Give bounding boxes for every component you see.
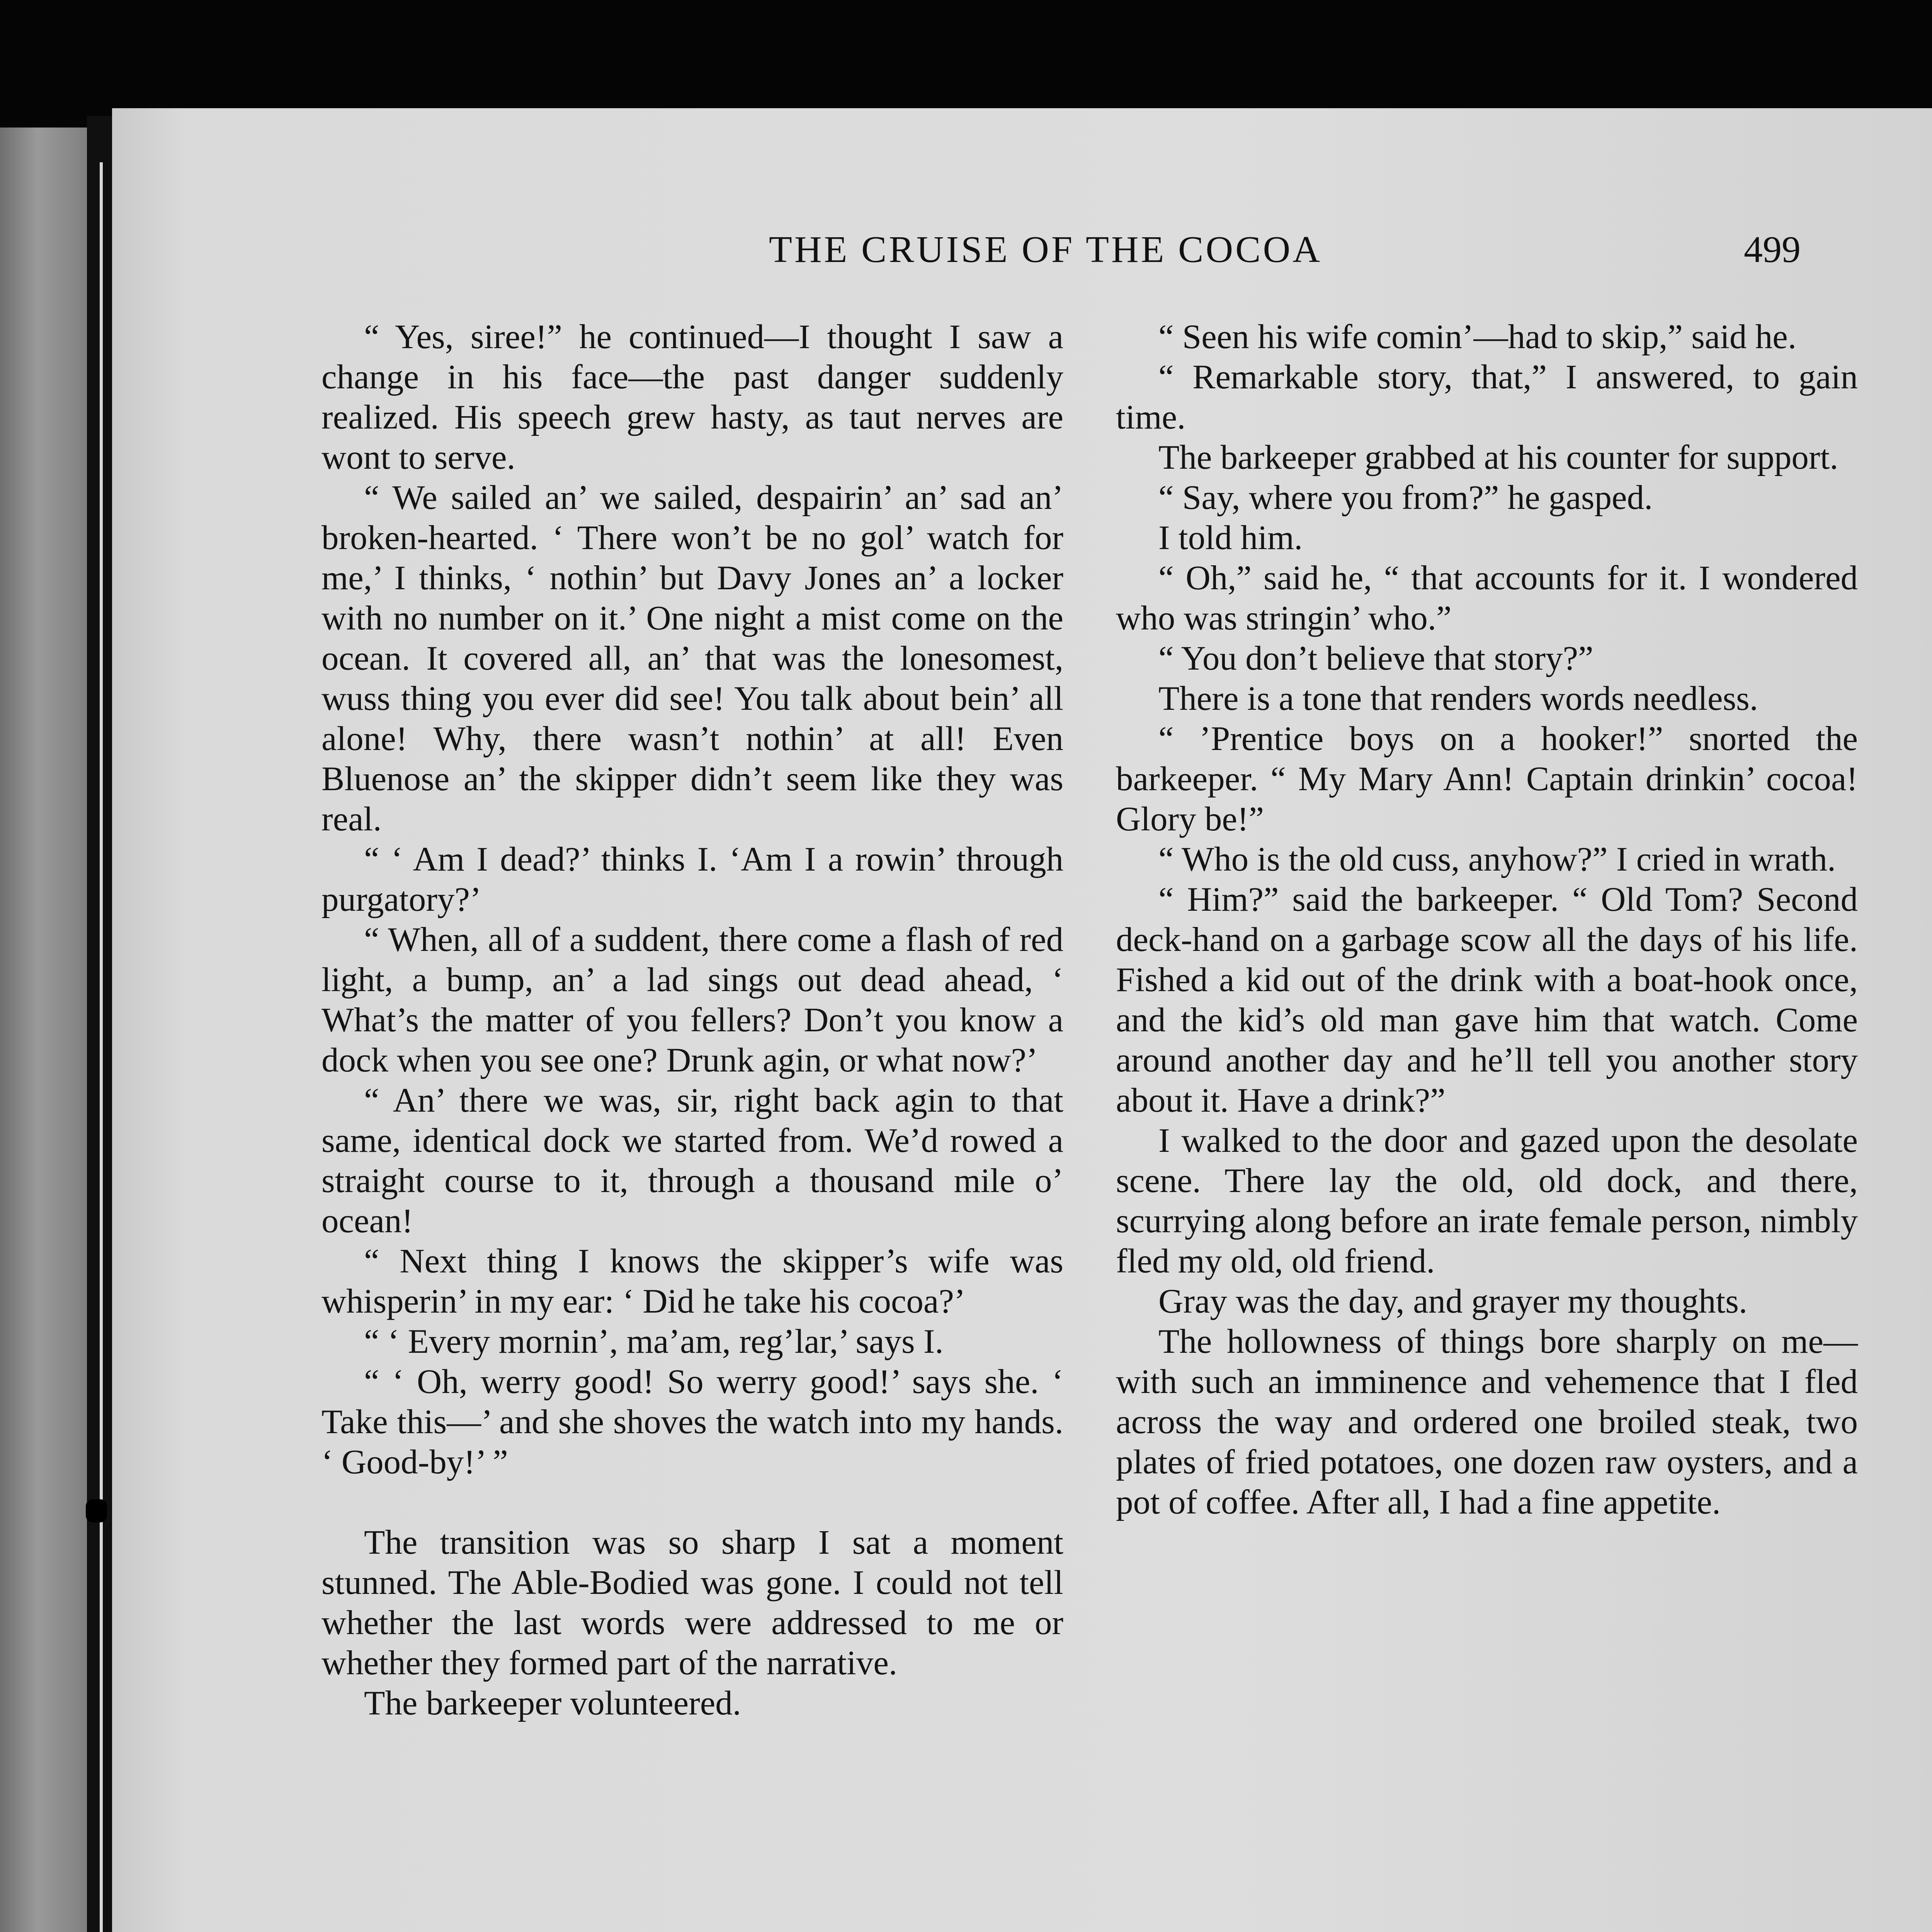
binding-thread bbox=[100, 162, 103, 1932]
paragraph: “ We sailed an’ we sailed, despairin’ an’ sad an’ broken-hearted. ‘ There won’t be no gol’ watch for me,’ I thinks, ‘ nothin’ but Davy Jones an’ a locker with no number on it.’ One night a mist come on the ocean. It covered all, an’ that was the lonesomest, wuss thing you ever did see! You talk about bein’ all alone! Why, there wasn’t nothin’ at all! Even Bluenose an’ the skipper didn’t seem like they was real. bbox=[321, 479, 1063, 838]
paragraph: The transition was so sharp I sat a moment stunned. The Able-Bodied was gone. I could not tell whether the last words were addressed to me or whether they formed part of the narrative. bbox=[321, 1524, 1063, 1682]
paragraph: “ Him?” said the barkeeper. “ Old Tom? Second deck-hand on a garbage scow all the days of his life. Fished a kid out of the drink with a boat-hook once, and the kid’s old man gave him that watch. Come around another day and he’ll tell you another story about it. Have a drink?” bbox=[1116, 881, 1858, 1119]
paragraph: “ Oh,” said he, “ that accounts for it. I wondered who was stringin’ who.” bbox=[1116, 559, 1858, 637]
paragraph: I told him. bbox=[1158, 519, 1303, 557]
paragraph: The hollowness of things bore sharply on me—with such an imminence and vehemence that I fled across the way and ordered one broiled steak, two plates of fried potatoes, one dozen raw oysters, and a pot of coffee. After all, I had a fine appetite. bbox=[1116, 1323, 1858, 1521]
paragraph: “ Say, where you from?” he gasped. bbox=[1158, 479, 1653, 517]
paragraph: “ Remarkable story, that,” I answered, to gain time. bbox=[1116, 358, 1858, 436]
facing-page-edge bbox=[0, 128, 95, 1932]
paragraph: “ Yes, siree!” he continued—I thought I saw a change in his face—the past danger suddenly realized. His speech grew hasty, as taut nerves are wont to serve. bbox=[321, 318, 1063, 476]
page-number: 499 bbox=[1744, 229, 1801, 270]
paragraph: “ ‘ Am I dead?’ thinks I. ‘Am I a rowin’ through purgatory?’ bbox=[321, 840, 1063, 918]
paragraph: There is a tone that renders words needless. bbox=[1158, 680, 1759, 718]
paragraph: “ Who is the old cuss, anyhow?” I cried in wrath. bbox=[1158, 840, 1836, 878]
right-column bbox=[1116, 317, 1858, 1522]
page-header bbox=[112, 228, 1932, 274]
book-page bbox=[112, 108, 1932, 1932]
paragraph: “ When, all of a suddent, there come a flash of red light, a bump, an’ a lad sings out dead ahead, ‘ What’s the matter of you fellers? Don’t you know a dock when you see one? Drunk agin, or what now?’ bbox=[321, 921, 1063, 1079]
paragraph: “ An’ there we was, sir, right back agin to that same, identical dock we started from. We’d rowed a straight course to it, through a thousand mile o’ ocean! bbox=[321, 1082, 1063, 1240]
paragraph: “ Seen his wife comin’—had to skip,” said he. bbox=[1158, 318, 1797, 356]
paragraph: The barkeeper grabbed at his counter for support. bbox=[1158, 439, 1838, 476]
paragraph: “ Next thing I knows the skipper’s wife was whisperin’ in my ear: ‘ Did he take his cocoa?’ bbox=[321, 1242, 1063, 1320]
paragraph: “ ’Prentice boys on a hooker!” snorted the barkeeper. “ My Mary Ann! Captain drinkin’ cocoa! Glory be!” bbox=[1116, 720, 1858, 838]
paragraph: The barkeeper volunteered. bbox=[364, 1684, 742, 1722]
paragraph: “ ‘ Oh, werry good! So werry good!’ says she. ‘ Take this—’ and she shoves the watch into my hands. ‘ Good-by!’ ” bbox=[321, 1363, 1063, 1481]
paragraph: “ You don’t believe that story?” bbox=[1158, 639, 1594, 677]
paragraph: I walked to the door and gazed upon the desolate scene. There lay the old, old dock, and there, scurrying along before an irate female person, nimbly fled my old, old friend. bbox=[1116, 1122, 1858, 1280]
paragraph: “ ‘ Every mornin’, ma’am, reg’lar,’ says I. bbox=[364, 1323, 944, 1361]
binding-knot bbox=[86, 1499, 107, 1522]
left-column bbox=[321, 317, 1063, 1723]
running-head: THE CRUISE OF THE COCOA bbox=[769, 229, 1323, 270]
paragraph: Gray was the day, and grayer my thoughts. bbox=[1158, 1282, 1748, 1320]
